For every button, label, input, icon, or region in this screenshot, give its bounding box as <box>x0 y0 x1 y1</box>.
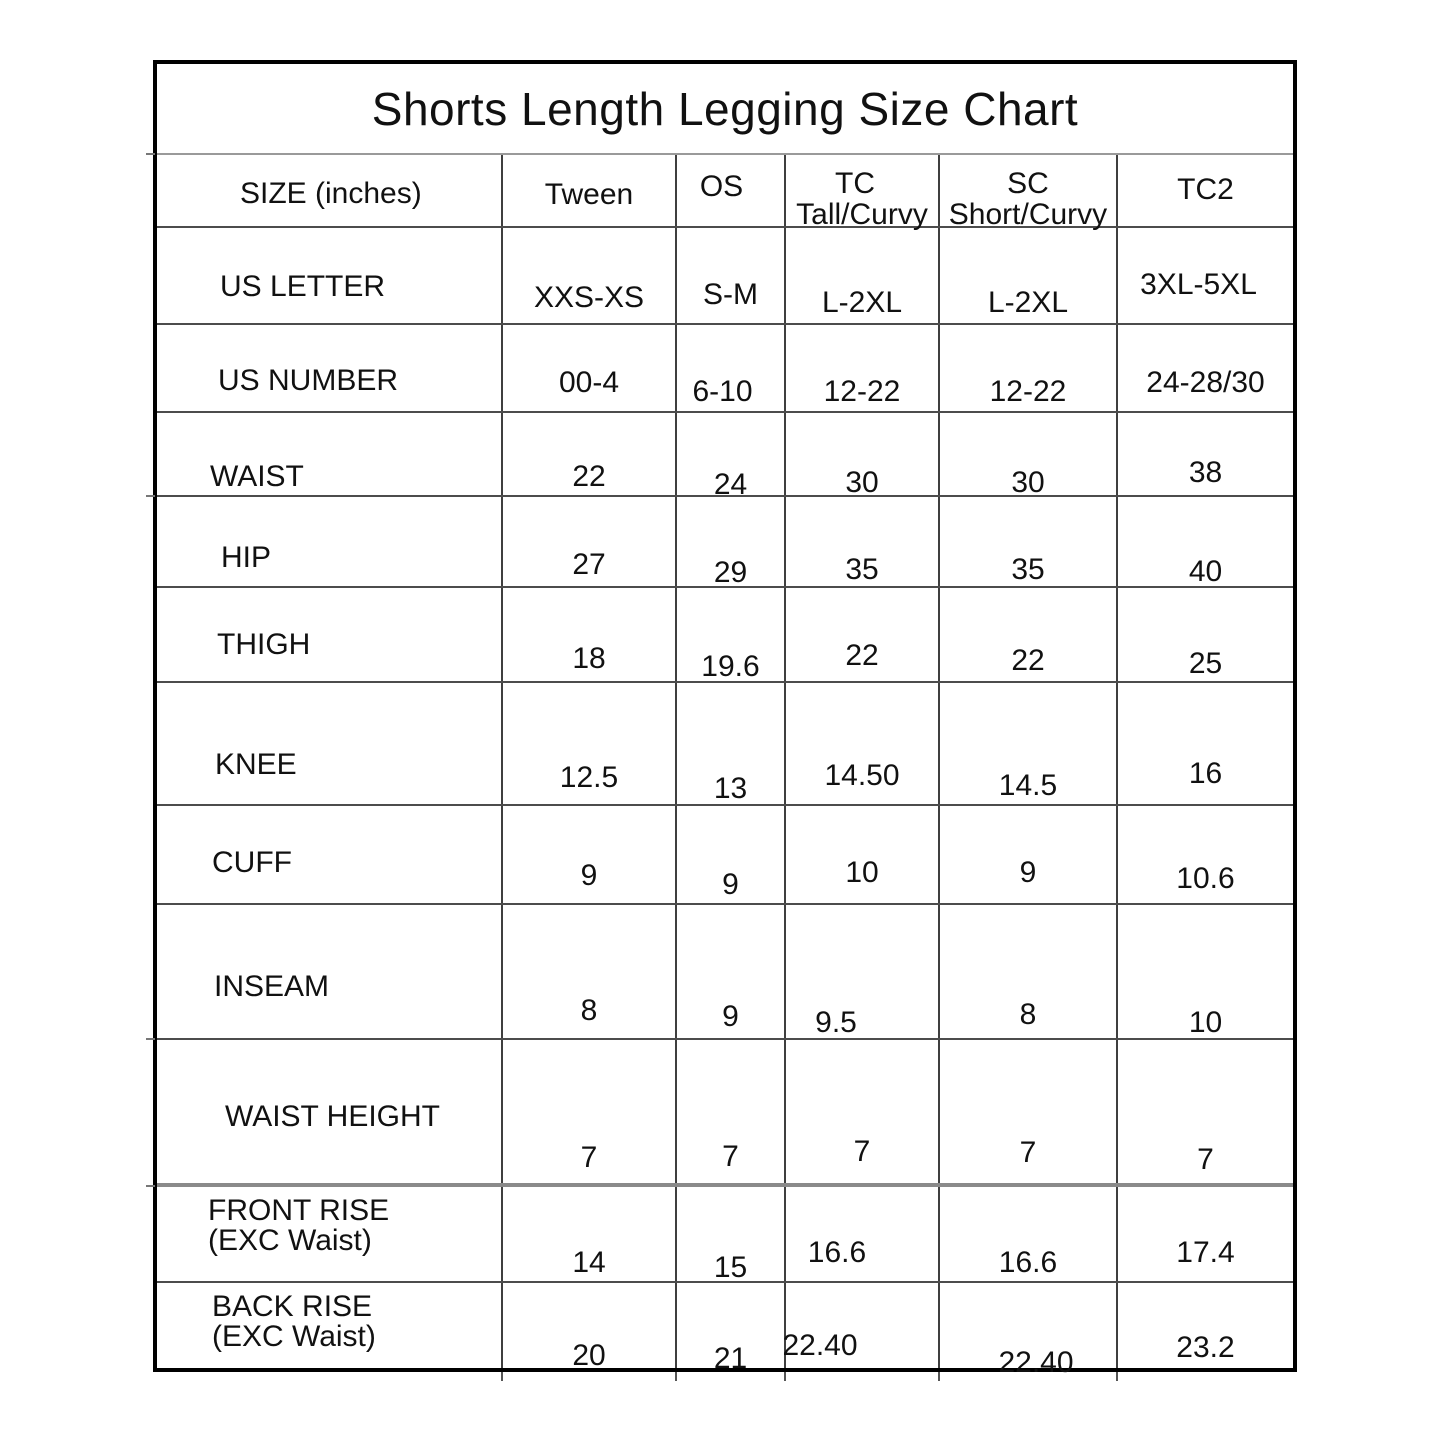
value-cell <box>786 413 940 499</box>
value-cell <box>503 1040 677 1183</box>
value-cell <box>503 588 677 681</box>
value-text: 22 <box>572 460 606 493</box>
value-text: 17.4 <box>1176 1236 1235 1269</box>
value-text: 16 <box>1188 757 1223 790</box>
value-cell <box>786 1040 940 1183</box>
column-rule-stub <box>1116 1372 1118 1381</box>
value-text: 8 <box>1019 998 1037 1031</box>
value-cell <box>940 325 1118 411</box>
row-label <box>157 683 503 804</box>
row-label-text: WAIST HEIGHT <box>225 1100 441 1133</box>
column-header-size <box>157 155 503 226</box>
value-cell <box>1118 905 1293 1038</box>
value-text: 40 <box>1188 555 1223 588</box>
row-label <box>157 413 503 495</box>
row-label <box>157 905 503 1038</box>
column-rule-stub <box>675 1372 677 1381</box>
value-text: 12-22 <box>823 375 901 408</box>
value-cell <box>1118 1283 1293 1368</box>
value-text: 12-22 <box>989 375 1067 408</box>
row-label-text: BACK RISE <box>212 1290 373 1323</box>
value-cell <box>1118 228 1293 323</box>
table-row-back-rise <box>157 1283 1293 1379</box>
value-text: 7 <box>1197 1143 1214 1176</box>
value-text: 22.40 <box>782 1329 858 1362</box>
value-cell <box>1118 413 1293 495</box>
value-text: 30 <box>845 466 879 499</box>
value-cell <box>940 683 1118 804</box>
value-cell <box>786 325 940 411</box>
row-label-text: US LETTER <box>220 270 386 303</box>
value-cell <box>940 1187 1118 1281</box>
value-cell <box>503 497 677 586</box>
value-cell <box>677 325 786 411</box>
row-label-text: HIP <box>221 541 272 574</box>
value-cell <box>1118 497 1293 586</box>
column-header-sc <box>940 155 1118 231</box>
table-row-cuff <box>157 806 1293 905</box>
value-cell <box>940 1283 1118 1379</box>
value-cell <box>677 588 786 681</box>
table-row-front-rise <box>157 1187 1293 1283</box>
value-cell <box>503 806 677 903</box>
value-text: 14 <box>572 1246 606 1279</box>
value-cell <box>503 1187 677 1281</box>
value-text: 10 <box>845 856 879 889</box>
value-cell <box>782 1283 940 1368</box>
column-header-text: SC <box>1007 167 1049 200</box>
value-text: 7 <box>853 1135 871 1168</box>
value-text: XXS-XS <box>533 281 645 314</box>
column-header-tc2 <box>1118 155 1293 226</box>
column-header-subtext: Tall/Curvy <box>796 198 928 231</box>
value-text: 30 <box>1011 466 1045 499</box>
column-header-tween <box>503 155 677 226</box>
value-text: 3XL-5XL <box>1140 268 1257 301</box>
value-cell <box>677 228 786 323</box>
value-cell <box>503 1283 677 1372</box>
row-label <box>157 588 503 681</box>
value-cell <box>786 228 940 323</box>
value-text: 9 <box>722 1000 739 1033</box>
value-text: 35 <box>845 553 879 586</box>
value-cell <box>1118 588 1293 681</box>
value-cell <box>1118 325 1293 411</box>
row-label <box>157 228 503 323</box>
value-cell <box>503 228 677 323</box>
row-label <box>157 806 503 903</box>
value-text: 8 <box>580 994 598 1027</box>
row-label-text: FRONT RISE <box>208 1194 390 1227</box>
value-cell <box>503 325 677 411</box>
value-text: 19.6 <box>701 650 760 683</box>
value-text: S-M <box>703 278 758 311</box>
table-row-waist-height <box>157 1040 1293 1187</box>
table-row-thigh <box>157 588 1293 683</box>
value-text: 22.40 <box>998 1346 1074 1379</box>
value-text: 22 <box>1011 644 1045 677</box>
value-cell <box>1118 806 1293 903</box>
column-header-text: Tween <box>544 178 634 211</box>
value-text: 14.5 <box>998 769 1058 802</box>
value-cell <box>503 683 677 804</box>
value-cell <box>940 228 1118 323</box>
table-row-knee <box>157 683 1293 806</box>
value-text: 21 <box>713 1342 748 1375</box>
value-cell <box>677 1283 786 1375</box>
column-header-text: TC2 <box>1177 173 1234 206</box>
value-cell <box>677 905 786 1038</box>
value-cell <box>940 588 1118 681</box>
value-text: 23.2 <box>1176 1331 1235 1364</box>
value-cell <box>940 1040 1118 1183</box>
value-text: 00-4 <box>558 366 620 399</box>
row-label-text: WAIST <box>210 460 304 493</box>
table-row-hip <box>157 497 1293 588</box>
value-text: 29 <box>713 556 748 589</box>
value-cell <box>786 1187 940 1281</box>
value-cell <box>940 413 1118 499</box>
value-cell <box>677 1187 786 1284</box>
row-label-subtext: (EXC Waist) <box>212 1320 376 1353</box>
value-cell <box>940 905 1118 1038</box>
header-row <box>157 155 1293 231</box>
value-text: 38 <box>1188 456 1223 489</box>
value-text: 24 <box>713 468 748 501</box>
value-cell <box>786 806 940 903</box>
value-text: 27 <box>572 548 606 581</box>
table-row-us-letter <box>157 228 1293 325</box>
value-text: 7 <box>580 1141 598 1174</box>
row-label <box>157 1040 503 1183</box>
gridline-overhang-tick <box>146 495 155 497</box>
value-cell <box>786 683 940 804</box>
value-text: 22 <box>845 639 879 672</box>
chart-title <box>157 64 1293 136</box>
value-cell <box>786 905 940 1038</box>
row-label-text: INSEAM <box>214 970 330 1003</box>
gridline-overhang-tick <box>146 1038 155 1040</box>
value-text: 18 <box>572 642 606 675</box>
value-text: 16.6 <box>807 1236 867 1269</box>
value-text: 15 <box>713 1251 748 1284</box>
column-header-text: OS <box>699 170 744 203</box>
row-label-text: CUFF <box>212 846 292 879</box>
value-cell <box>786 588 940 681</box>
column-header-os <box>677 155 786 226</box>
row-label-subtext: (EXC Waist) <box>208 1224 372 1257</box>
column-rule-stub <box>501 1372 503 1381</box>
gridline-overhang-tick <box>146 1185 155 1187</box>
table-row-inseam <box>157 905 1293 1040</box>
value-cell <box>940 806 1118 903</box>
value-cell <box>786 497 940 586</box>
value-text: 24-28/30 <box>1146 366 1265 399</box>
value-text: L-2XL <box>987 286 1069 319</box>
value-text: 13 <box>713 772 748 805</box>
value-text: 25 <box>1188 647 1223 680</box>
row-label-text: KNEE <box>215 748 297 781</box>
row-label <box>157 497 503 586</box>
value-text: 10 <box>1188 1006 1223 1039</box>
value-cell <box>677 806 786 903</box>
value-text: 9 <box>580 859 598 892</box>
value-text: 7 <box>722 1140 739 1173</box>
value-text: 9 <box>722 868 739 901</box>
value-text: L-2XL <box>821 286 903 319</box>
value-cell <box>677 1040 786 1183</box>
value-text: 16.6 <box>998 1246 1058 1279</box>
value-text: 9.5 <box>815 1006 857 1039</box>
column-header-subtext: Short/Curvy <box>948 198 1108 231</box>
value-cell <box>503 413 677 495</box>
row-label-text: US NUMBER <box>218 364 399 397</box>
value-text: 9 <box>1019 856 1037 889</box>
value-cell <box>503 905 677 1038</box>
column-header-text: TC <box>835 167 875 200</box>
table-row-waist <box>157 413 1293 501</box>
column-header-text: SIZE (inches) <box>240 177 422 210</box>
value-text: 6-10 <box>692 375 753 408</box>
column-header-tc <box>786 155 940 231</box>
gridline-overhang-tick <box>146 153 155 155</box>
value-cell <box>677 413 786 501</box>
value-cell <box>1118 683 1293 804</box>
column-rule-stub <box>938 1372 940 1381</box>
value-cell <box>677 497 786 589</box>
row-label <box>157 1187 503 1281</box>
value-text: 14.50 <box>824 759 900 792</box>
title-row <box>157 64 1293 155</box>
column-rule-stub <box>784 1372 786 1381</box>
value-cell <box>1118 1187 1293 1281</box>
row-label <box>157 325 503 411</box>
size-chart-table <box>153 60 1297 1379</box>
value-text: 20 <box>572 1339 606 1372</box>
row-label-text: THIGH <box>217 628 311 661</box>
value-text: 7 <box>1019 1136 1037 1169</box>
chart-title-text: Shorts Length Legging Size Chart <box>371 83 1079 135</box>
row-label <box>157 1283 503 1368</box>
value-cell <box>1118 1040 1293 1183</box>
value-text: 35 <box>1011 553 1045 586</box>
value-cell <box>677 683 786 804</box>
value-cell <box>940 497 1118 586</box>
value-text: 10.6 <box>1176 862 1235 895</box>
value-text: 12.5 <box>559 761 619 794</box>
table-row-us-number <box>157 325 1293 413</box>
